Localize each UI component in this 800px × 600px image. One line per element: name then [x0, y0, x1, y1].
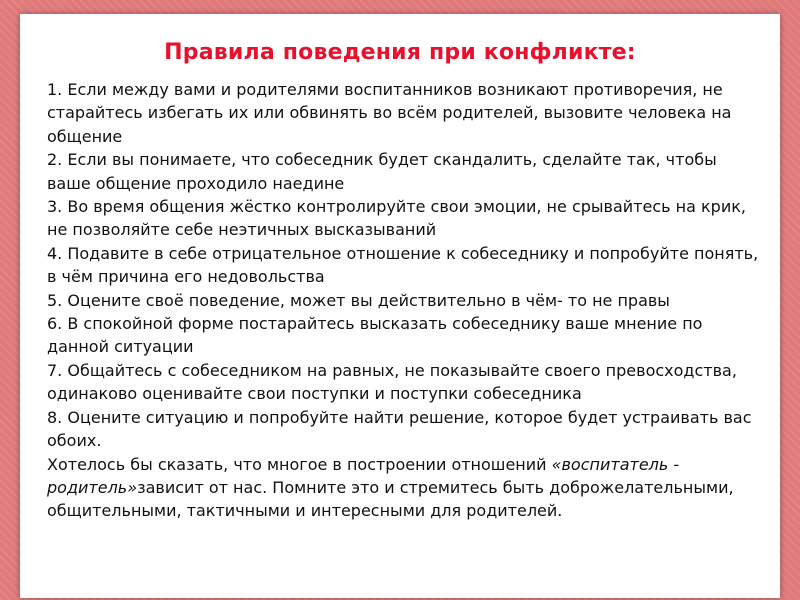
rule-item	[47, 242, 762, 289]
rule-text: Подавите в себе отрицательное отношение к собеседнику и попробуйте понять, в чём причина его недовольства	[47, 243, 759, 287]
rule-item	[47, 312, 762, 359]
closing-quote: «воспитатель - родитель»	[47, 454, 680, 497]
rule-number: 3.	[47, 197, 63, 217]
closing-text-end: зависит от нас. Помните это и стремитесь быть доброжелательными, общительными, тактичными и интересными для родителей.	[47, 477, 734, 521]
rule-number: 5.	[47, 290, 63, 310]
rule-item	[47, 359, 762, 406]
slide-title: Правила поведения при конфликте:	[164, 40, 636, 65]
rule-text: Если между вами и родителями воспитанников возникают противоречия, не старайтесь избегать их или обвинять во всём родителей, вызовите человека на общение	[47, 80, 732, 146]
closing-paragraph	[47, 453, 762, 523]
rule-number: 6.	[47, 314, 63, 334]
rule-item	[47, 289, 762, 312]
rule-number: 8.	[47, 407, 63, 427]
rule-text: Во время общения жёстко контролируйте свои эмоции, не срывайтесь на крик, не позволяйте себе неэтичных высказываний	[47, 197, 746, 240]
rule-text: Оцените своё поведение, может вы действительно в чём- то не правы	[67, 290, 670, 310]
closing-text-start: Хотелось бы сказать, что многое в построении отношений	[47, 454, 552, 474]
rule-item	[47, 406, 762, 453]
rule-text: Общайтесь с собеседником на равных, не показывайте своего превосходства, одинаково оценивайте свои поступки и поступки собеседника	[47, 360, 737, 404]
rule-number: 4.	[47, 243, 63, 263]
rule-number: 1.	[47, 80, 63, 99]
rule-item	[47, 148, 762, 195]
rule-text: Если вы понимаете, что собеседник будет скандалить, сделайте так, чтобы ваше общение проходило наедине	[47, 150, 717, 193]
rule-item	[47, 78, 762, 148]
rule-item	[47, 195, 762, 242]
rule-number: 2.	[47, 150, 63, 170]
rule-text: Оцените ситуацию и попробуйте найти решение, которое будет устраивать вас обоих.	[47, 407, 752, 451]
rule-text: В спокойной форме постарайтесь высказать собеседнику ваше мнение по данной ситуации	[47, 314, 703, 357]
rule-number: 7.	[47, 360, 63, 380]
rules-text	[47, 78, 762, 523]
